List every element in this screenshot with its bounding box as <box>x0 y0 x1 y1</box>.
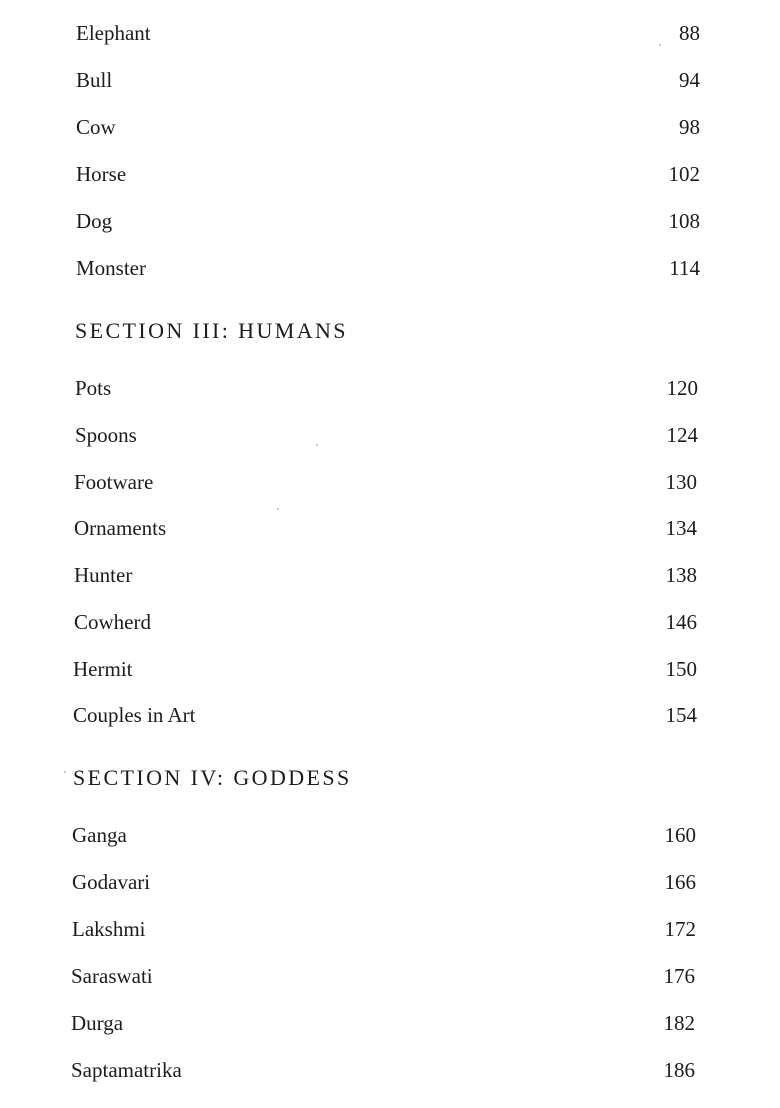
toc-entry-horse[interactable] <box>76 159 700 189</box>
toc-entry-bull[interactable] <box>76 65 700 95</box>
toc-entry-title: Spoons <box>75 423 137 447</box>
toc-entry-page: 120 <box>666 376 698 400</box>
toc-entry-title: Monster <box>76 256 146 280</box>
toc-entry-page: 88 <box>679 21 700 45</box>
toc-entry-page: 172 <box>664 917 696 941</box>
section-heading-goddess: SECTION IV: GODDESS <box>73 765 352 790</box>
toc-entry-page: 98 <box>679 115 700 139</box>
toc-entry-title: Ornaments <box>74 516 167 540</box>
toc-entry-title: Saraswati <box>71 964 153 988</box>
toc-entry-page: 150 <box>665 657 697 681</box>
toc-entry-title: Lakshmi <box>72 917 146 941</box>
toc-entry-page: 134 <box>665 516 697 540</box>
toc-entry-page: 130 <box>665 470 697 494</box>
toc-entry-page: 124 <box>666 423 698 447</box>
toc-entry-title: Durga <box>71 1011 124 1035</box>
toc-entry-page: 138 <box>665 563 697 587</box>
toc-entry-lakshmi[interactable] <box>72 914 696 944</box>
toc-entry-godavari[interactable] <box>72 867 696 897</box>
toc-entry-title: Saptamatrika <box>71 1058 182 1082</box>
scan-speck <box>316 444 318 446</box>
toc-entry-title: Hermit <box>73 657 133 681</box>
toc-entry-title: Footware <box>74 470 154 494</box>
toc-entry-cow[interactable] <box>76 112 700 142</box>
toc-entry-page: 182 <box>663 1011 695 1035</box>
toc-entry-page: 154 <box>665 703 697 727</box>
toc-entry-page: 102 <box>668 162 700 186</box>
toc-entry-page: 94 <box>679 68 700 92</box>
toc-entry-pots[interactable] <box>75 373 698 403</box>
toc-entry-ganga[interactable] <box>72 820 696 850</box>
toc-entry-title: Godavari <box>72 870 151 894</box>
scan-speck <box>64 771 66 773</box>
toc-entry-title: Pots <box>75 376 112 400</box>
toc-entry-page: 166 <box>664 870 696 894</box>
toc-entry-page: 160 <box>664 823 696 847</box>
toc-entry-title: Cow <box>76 115 116 139</box>
toc-entry-page: 114 <box>669 256 700 280</box>
toc-entry-cowherd[interactable] <box>74 607 697 637</box>
toc-entry-hermit[interactable] <box>73 654 697 684</box>
toc-entry-hunter[interactable] <box>74 560 697 590</box>
toc-entry-ornaments[interactable] <box>74 513 697 543</box>
toc-entry-title: Elephant <box>76 21 151 45</box>
section-heading-humans: SECTION III: HUMANS <box>75 318 348 343</box>
toc-entry-title: Dog <box>76 209 113 233</box>
toc-entry-footware[interactable] <box>74 467 697 497</box>
toc-entry-saraswati[interactable] <box>71 961 695 991</box>
toc-entry-elephant[interactable] <box>76 18 700 48</box>
toc-entry-title: Cowherd <box>74 610 151 634</box>
toc-entry-spoons[interactable] <box>75 420 698 450</box>
toc-entry-dog[interactable] <box>76 206 700 236</box>
toc-entry-durga[interactable] <box>71 1008 695 1038</box>
toc-entry-couples-in-art[interactable] <box>73 700 697 730</box>
toc-entry-saptamatrika[interactable] <box>71 1055 695 1085</box>
toc-entry-page: 176 <box>663 964 695 988</box>
scan-speck <box>659 44 661 46</box>
scan-speck <box>277 508 279 510</box>
toc-entry-page: 108 <box>668 209 700 233</box>
toc-entry-title: Ganga <box>72 823 127 847</box>
toc-entry-title: Hunter <box>74 563 133 587</box>
toc-entry-title: Bull <box>76 68 113 92</box>
toc-entry-title: Horse <box>76 162 127 186</box>
toc-entry-page: 146 <box>665 610 697 634</box>
toc-entry-page: 186 <box>663 1058 695 1082</box>
toc-entry-title: Couples in Art <box>73 703 196 727</box>
toc-entry-monster[interactable] <box>76 253 700 283</box>
